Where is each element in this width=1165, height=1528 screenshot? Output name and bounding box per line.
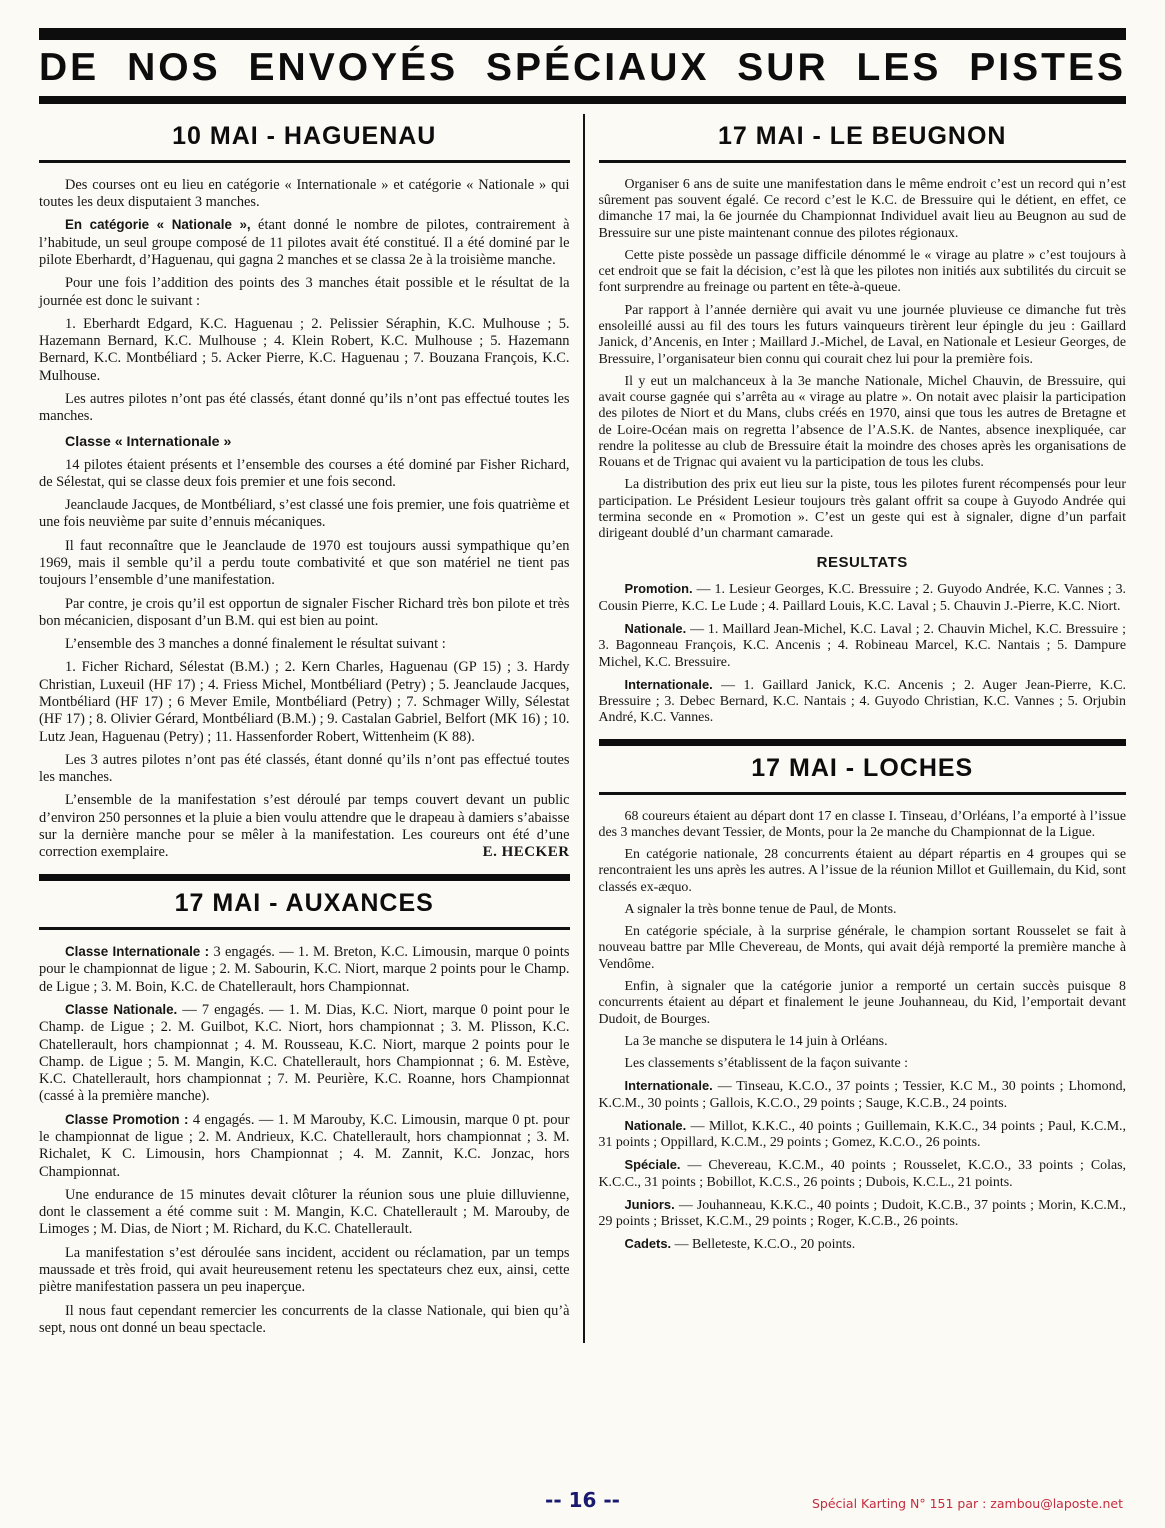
paragraph [39,659,570,745]
section-title-loches: 17 MAI - LOCHES [751,753,974,782]
paragraph [39,391,570,426]
page-title: DE NOS ENVOYÉS SPÉCIAUX SUR LES PISTES [39,46,1126,89]
paragraph-text: 3 engagés. — 1. M. Breton, K.C. Limousin, marque 0 points pour le championnat de ligue ; 2. M. Sabourin, K.C. Niort, marque 2 points pour le Champ. de Ligue ; 3. M. Boin, K.C. de Chatellerault, hors Championnat. [39,944,570,995]
paragraph-text: Des courses ont eu lieu en catégorie « Internationale » et catégorie « Nationale » qui toutes les deux disputaient 3 manches. [39,176,570,211]
paragraph [599,979,1127,1028]
section-le-beugnon [599,122,1127,727]
paragraph [599,902,1127,918]
paragraph-text: Pour une fois l’addition des points des 3 manches était possible et le résultat de la journée est donc le suivant : [39,275,570,309]
paragraph-text: Il nous faut cependant remercier les concurrents de la classe Nationale, qui bien qu’à sept, nous ont donné un beau spectacle. [39,1302,570,1336]
paragraph [599,1078,1127,1112]
section-title-auxances: 17 MAI - AUXANCES [174,889,434,918]
magazine-page [0,28,1165,1528]
paragraph-lead: Classe Promotion : [65,1111,189,1127]
signature: E. HECKER [482,844,570,861]
paragraph [599,847,1127,896]
paragraph [599,477,1127,542]
paragraph-lead: Promotion. [624,581,693,597]
section-body-le-beugnon [599,177,1127,727]
paragraph [599,248,1127,297]
paragraph-lead: Juniors. [624,1196,675,1212]
paragraph [599,1236,1127,1253]
paragraph [39,1112,570,1181]
section-title-haguenau: 10 MAI - HAGUENAU [172,121,437,150]
paragraph [599,1034,1127,1050]
section-body-haguenau [39,177,570,862]
paragraph-text: — Millot, K.K.C., 40 points ; Guillemain, K.K.C., 34 points ; Paul, K.C.M., 31 points ; Oppillard, K.C.M., 29 points ; Gomez, K.C.O., 26 points. [598,1118,1126,1151]
paragraph [599,924,1127,973]
paragraph-text: — 1. Lesieur Georges, K.C. Bressuire ; 2. Guyodo Andrée, K.C. Vannes ; 3. Cousin Pierre, K.C. Le Lude ; 4. Paillard Louis, K.C. Laval ; 5. Chauvin J.-Pierre, K.C. Niort. [598,582,1126,614]
paragraph-text: Enfin, à signaler que la catégorie junior a remporté un certain succès puisque 8 concurrents étaient au départ et finalement le jeune Jouhanneau, du Kid, l’emportait devant Dudoit, de Bourges. [598,978,1126,1027]
paragraph [39,752,570,787]
section-rule [39,160,570,163]
paragraph [39,275,570,310]
paragraph [39,1002,570,1106]
paragraph-text: Une endurance de 15 minutes devait clôturer la réunion sous une pluie dilluvienne, dont le classement a été comme suit : M. Mangin, K.C. Chatellerault ; M. Marouby, de Limoges ; M. Dias, de Niort ; M. Richard, du K.C. Chatellerault. [39,1186,570,1238]
paragraph-lead: Nationale. [624,621,687,636]
paragraph [599,677,1127,727]
paragraph-text: La manifestation s’est déroulée sans incident, accident ou réclamation, par un temps maussade et très froid, qui avait heureusement retenu les spectateurs chez eux, ainsi, cette piètre manifestation passera un peu inaperçue. [39,1244,570,1296]
two-column-layout [39,114,1126,1343]
right-column [583,114,1127,1343]
paragraph-lead: En catégorie « Nationale », [65,217,251,233]
results-subheading: RESULTATS [816,554,908,572]
paragraph-text: 1. Eberhardt Edgard, K.C. Haguenau ; 2. Pelissier Séraphin, K.C. Mulhouse ; 5. Hazemann Bernard, K.C. Mulhouse ; 4. Klein Robert, K.C. Mulhouse ; 5. Hazemann Bernard, K.C. Montbéliard ; 5. Acker Pierre, K.C. Haguenau ; 7. Bouzana François, K.C. Mulhouse. [39,315,570,384]
section-divider-bar [599,739,1127,746]
paragraph [599,1197,1127,1231]
paragraph [39,177,570,212]
paragraph-text: En catégorie nationale, 28 concurrents étaient au départ répartis en 4 groupes qui se rencontraient les uns après les autres. A l’issue de la réunion Millot et Guillemain, du Kid, sont classés ex-æquo. [598,847,1126,895]
section-divider-bar [39,874,570,881]
paragraph-text: Les classements s’établissent de la façon suivante : [624,1056,909,1072]
paragraph-lead: Classe Nationale. [65,1002,178,1017]
paragraph [599,581,1127,615]
paragraph-lead: Spéciale. [624,1157,681,1173]
paragraph-lead: Nationale. [624,1117,687,1133]
paragraph [39,636,570,653]
section-title-le-beugnon: 17 MAI - LE BEUGNON [718,121,1007,150]
paragraph [599,1118,1127,1152]
paragraph-text: 4 engagés. — 1. M Marouby, K.C. Limousin, marque 0 pt. pour le championnat de ligue ; 2. M. Andrieux, K.C. Chatellerault, hors championnat ; 3. M. Richalet, K C. Limousin, hors Championnat ; 4. M. Zannit, K.C. Jonzac, hors Championnat. [39,1111,570,1180]
section-rule [599,160,1127,163]
header-bar-top [39,28,1126,40]
paragraph [39,538,570,590]
section-rule [39,927,570,930]
paragraph-text: A signaler la très bonne tenue de Paul, de Monts. [624,901,897,917]
paragraph [39,1303,570,1338]
paragraph [599,621,1127,671]
paragraph-text: — Tinseau, K.C.O., 37 points ; Tessier, K.C M., 30 points ; Lhomond, K.C.M., 30 points ; Gallois, K.C.O., 29 points ; Sauge, K.C.B., 24 points. [598,1079,1126,1111]
paragraph-text: En catégorie spéciale, à la surprise générale, le champion sortant Rousselet se fait à nouveau battre par Mlle Chevereau, de Monts, qui avait déjà remporté la première manche à Vendôme. [598,924,1126,972]
paragraph-text: étant donné le nombre de pilotes, contrairement à l’habitude, un seul groupe composé de 11 pilotes avait été constitué. Il a été dominé par le pilote Eberhardt, d’Haguenau, qui gagna 2 manches et se classa 2e à la troisième manche. [39,217,570,269]
paragraph [39,792,570,862]
paragraph-text: Organiser 6 ans de suite une manifestation dans le même endroit c’est un record qui n’est sûrement pas souvent égalé. Ce record c’est le K.C. de Bressuire qui le détient, en effet, ce dimanche 17 mai, la 6e journée du Championnat Individuel avait lieu au Beugnon au sud de Bressuire sur une piste maintenant connue des pilotes régionaux. [598,176,1126,241]
paragraph [39,217,570,269]
paragraph-text: Cette piste possède un passage difficile dénommé le « virage au platre » c’est toujours à cet endroit que se fait la décision, c’est là que les pilotes non initiés aux subtilités du circuit se font surprendre au freinage ou partent en tête-à-queue. [598,247,1126,296]
paragraph [599,303,1127,368]
section-haguenau [39,122,570,862]
paragraph-text: — 7 engagés. — 1. M. Dias, K.C. Niort, marque 0 point pour le Champ. de Ligue ; 2. M. Guilbot, K.C. Niort, hors championnat ; 3. M. Plisson, K.C. Chatellerault, hors championnat ; 4. M. Rousseau, K.C. Niort, marque 2 points pour le Champ. de Ligue ; 5. M. Mangin, K.C. Chatellerault, hors Championnat ; 6. M. Estève, K.C. Chatellerault, hors championnat ; 7. M. Peurière, K.C. Roanne, hors Championnat (cassé à la première manche). [39,1002,570,1105]
paragraph-text: — Chevereau, K.C.M., 40 points ; Rousselet, K.C.O., 33 points ; Colas, K.C.C., 31 points ; Bobillot, K.C.S., 26 points ; Dubois, K.C.L., 21 points. [598,1158,1126,1190]
paragraph-text: Par rapport à l’année dernière qui avait vu une journée pluvieuse ce dimanche fut très ensoleillé aussi au fil des tours les futurs vainqueurs tirèrent leur épingle du jeu : Gaillard Janick, d’Ancenis, en Inter ; Maillard J.-Michel, de Laval, en Nationale et Lesieur Georges, de Bressuire, l’organisateur bien connu qui courait chez lui pour la première fois. [598,302,1126,367]
left-column [39,114,583,1343]
paragraph-text: Jeanclaude Jacques, de Montbéliard, s’est classé une fois premier, une fois quatrième et une fois neuvième par suite d’ennuis mécaniques. [39,497,570,531]
paragraph-lead: Classe Internationale : [65,944,210,960]
class-heading: Classe « Internationale » [65,433,232,450]
paragraph [39,944,570,996]
paragraph [39,457,570,492]
section-loches [599,739,1127,1254]
section-auxances [39,874,570,1337]
paragraph [39,497,570,532]
paragraph-lead: Cadets. [624,1236,672,1252]
paragraph [599,374,1127,472]
section-body-auxances [39,944,570,1337]
paragraph-text: — Jouhanneau, K.K.C., 40 points ; Dudoit, K.C.B., 37 points ; Morin, K.C.M., 29 points ; Brisset, K.C.M., 29 points ; Roger, K.C.B., 26 points. [598,1197,1126,1230]
paragraph-lead: Internationale. [624,676,713,692]
paragraph-lead: Internationale. [624,1078,713,1094]
paragraph [39,1245,570,1297]
paragraph-text: 1. Ficher Richard, Sélestat (B.M.) ; 2. Kern Charles, Haguenau (GP 15) ; 3. Hardy Christian, Luxeuil (HF 17) ; 4. Friess Michel, Montbéliard (Petry) ; 5. Jeanclaude Jacques, Montbéliard (HF 17) ; 6 Mever Emile, Montbéliard (Petry) ; 7. Schmager Willy, Sélestat (HF 17) ; 8. Olivier Gérard, Montbéliard (B.M.) ; 9. Castalan Gabriel, Belfort (MK 16) ; 10. Lutz Jean, Haguenau (Petry) ; 11. Hassenforder Robert, Wittenheim (K 88). [39,659,570,745]
paragraph-text: — 1. Maillard Jean-Michel, K.C. Laval ; 2. Chauvin Michel, K.C. Bressuire ; 3. Bagonneau François, K.C. Ancenis ; 4. Robineau Marcel, K.C. Nantais ; 5. Dampure Michel, K.C. Bressuire. [598,622,1126,670]
paragraph [599,809,1127,842]
paragraph-text: — Belleteste, K.C.O., 20 points. [671,1237,856,1253]
paragraph-text: Il faut reconnaître que le Jeanclaude de 1970 est toujours aussi sympathique qu’en 1969, mais il semble qu’il a perdu toute combativité et que son matériel ne tient pas toujours l’ensemble d’une manifestation. [39,537,570,589]
paragraph-text: — 1. Gaillard Janick, K.C. Ancenis ; 2. Auger Jean-Pierre, K.C. Bressuire ; 3. Debec Bernard, K.C. Nantais ; 4. Guyodo Christian, K.C. Vannes ; 5. Orjubin André, K.C. Vannes. [598,677,1126,726]
section-body-loches [599,809,1127,1254]
paragraph-text: Les 3 autres pilotes n’ont pas été classés, étant donné qu’ils n’ont pas effectué toutes les manches. [39,751,570,786]
paragraph [39,596,570,631]
section-rule [599,792,1127,795]
header-bar-bottom [39,96,1126,104]
paragraph-text: L’ensemble des 3 manches a donné finalement le résultat suivant : [65,636,446,653]
paragraph-text: Les autres pilotes n’ont pas été classés, étant donné qu’ils n’ont pas effectué toutes les manches. [39,390,570,425]
paragraph [599,1157,1127,1191]
paragraph-text: La distribution des prix eut lieu sur la piste, tous les pilotes furent récompensés pour leur participation. Le Président Lesieur toujours très galant offrit sa coupe à Guyodo Andrée qui termina seconde en « Promotion ». C’est un geste qui est à signaler, digne d’un parfait dirigeant doublé d’un charmant camarade. [598,477,1126,542]
footer-page-number: -- 16 -- [545,1488,620,1512]
footer-credit: Spécial Karting N° 151 par : zambou@laposte.net [812,1496,1123,1511]
paragraph-text: Il y eut un malchanceux à la 3e manche Nationale, Michel Chauvin, de Bressuire, qui avait course gagnée qui s’arrêta au « virage au platre ». On notait avec plaisir la participation des pilotes de Niort et du Mans, clubs créés en 1970, ainsi que tous les autres de Bretagne et de Loire-Océan mais on regretta l’absence de l’A.S.K. de Nantes, absence inexpliquée, car rendre la politesse au club de Bressuire était la moindre des choses après les organisations de Rouans et de Trignac qui avaient vu la participation de tous les clubs. [598,373,1126,471]
paragraph-text: Par contre, je crois qu’il est opportun de signaler Fischer Richard très bon pilote et très bon mécanicien, disposant d’un B.M. qui est bien au point. [39,595,570,629]
paragraph-text: 68 coureurs étaient au départ dont 17 en classe I. Tinseau, d’Orléans, l’a emporté à l’issue des 3 manches devant Tessier, de Monts, pour la 2e manche du Championnat de la Ligue. [598,808,1126,840]
paragraph [599,177,1127,242]
paragraph [39,1187,570,1239]
paragraph [599,1056,1127,1072]
paragraph-text: La 3e manche se disputera le 14 juin à Orléans. [624,1033,888,1049]
paragraph-text: 14 pilotes étaient présents et l’ensemble des courses a été dominé par Fisher Richard, de Sélestat, qui se classe deux fois premier et une fois second. [39,456,570,490]
paragraph-text: L’ensemble de la manifestation s’est déroulé par temps couvert devant un public d’environ 250 personnes et la pluie a bien voulu attendre que le drapeau à damiers s’abaisse sur la dernière manche pour se mêler à la manifestation. Les coureurs ont été d’une correction exemplaire. [39,792,570,861]
paragraph [39,316,570,385]
